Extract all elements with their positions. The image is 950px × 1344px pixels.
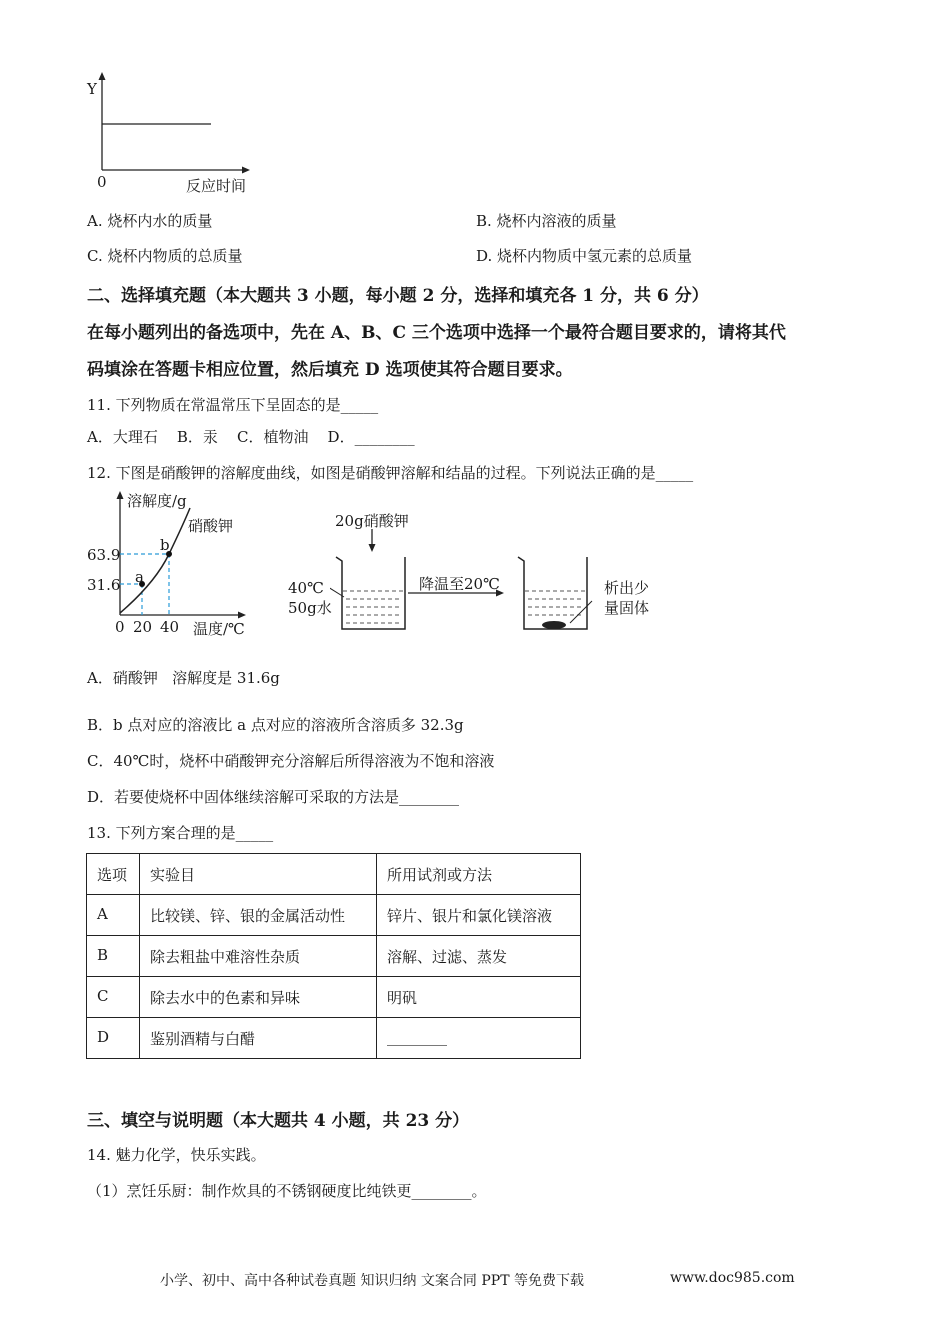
- precipitate-solid: [542, 621, 566, 629]
- beaker-1: [336, 557, 405, 629]
- table-cell: 锌片、银片和氯化镁溶液: [377, 895, 581, 936]
- curve-point-a: a: [135, 568, 144, 586]
- table-row: [87, 1018, 581, 1059]
- q12-option-a: A．硝酸钾 溶解度是 31.6g: [87, 669, 280, 687]
- q12-option-c: C．40℃时，烧杯中硝酸钾充分溶解后所得溶液为不饱和溶液: [87, 752, 495, 770]
- header-option: 选项: [87, 854, 140, 895]
- reaction-time-graph: [80, 70, 280, 195]
- section2-instruction-line1: 在每小题列出的备选项中，先在 A、B、C 三个选项中选择一个最符合题目要求的，请将其代: [87, 323, 786, 343]
- q12-option-b: B．b 点对应的溶液比 a 点对应的溶液所含溶质多 32.3g: [87, 716, 464, 734]
- q14-stem: 14. 魅力化学，快乐实践。: [87, 1146, 266, 1164]
- curve-point-b: b: [160, 536, 170, 554]
- curve-x-tick-40: 40: [160, 618, 180, 636]
- curve-x-origin: 0: [115, 618, 125, 636]
- q13-table: [86, 853, 581, 1059]
- process-result-line2: 量固体: [604, 599, 650, 617]
- curve-x-label: 温度/℃: [193, 620, 245, 638]
- table-cell: 除去水中的色素和异味: [140, 977, 377, 1018]
- table-cell: B: [87, 936, 140, 977]
- curve-series-label: 硝酸钾: [188, 517, 234, 535]
- table-cell: 明矾: [377, 977, 581, 1018]
- curve-y-tick-high: 63.9: [87, 546, 121, 564]
- graph-x-label: 反应时间: [186, 177, 247, 195]
- solubility-curve: [120, 508, 190, 613]
- table-row: [87, 936, 581, 977]
- beaker-2: [518, 557, 587, 629]
- footer-url[interactable]: www.doc985.com: [670, 1270, 795, 1286]
- footer-text: 小学、初中、高中各种试卷真题 知识归纳 文案合同 PPT 等免费下载: [160, 1273, 584, 1289]
- header-method: 所用试剂或方法: [377, 854, 581, 895]
- q12-stem: 12. 下图是硝酸钾的溶解度曲线，如图是硝酸钾溶解和结晶的过程。下列说法正确的是_____: [87, 464, 694, 482]
- q13-stem: 13. 下列方案合理的是_____: [87, 824, 274, 842]
- graph-origin: 0: [97, 173, 107, 191]
- process-result-line1: 析出少: [604, 579, 650, 597]
- graph-y-label: Y: [87, 80, 97, 98]
- table-row: [87, 895, 581, 936]
- table-cell: ________: [377, 1018, 581, 1059]
- process-arrow-label: 降温至20℃: [419, 575, 500, 593]
- table-header-row: [87, 854, 581, 895]
- section2-instruction-line2: 码填涂在答题卡相应位置，然后填充 D 选项使其符合题目要求。: [87, 360, 573, 380]
- curve-x-tick-20: 20: [133, 618, 153, 636]
- q14-part1: （1）烹饪乐厨：制作炊具的不锈钢硬度比纯铁更________。: [87, 1182, 487, 1200]
- process-temp-label: 40℃: [288, 579, 324, 597]
- q12-option-d: D．若要使烧杯中固体继续溶解可采取的方法是________: [87, 788, 460, 806]
- process-add-label: 20g硝酸钾: [335, 512, 409, 530]
- q10-option-a: A. 烧杯内水的质量: [87, 212, 213, 230]
- table-cell: 除去粗盐中难溶性杂质: [140, 936, 377, 977]
- table-cell: 比较镁、锌、银的金属活动性: [140, 895, 377, 936]
- table-row: [87, 977, 581, 1018]
- table-cell: 溶解、过滤、蒸发: [377, 936, 581, 977]
- q10-option-c: C. 烧杯内物质的总质量: [87, 247, 243, 265]
- curve-y-label: 溶解度/g: [127, 492, 187, 510]
- table-cell: C: [87, 977, 140, 1018]
- section2-heading: 二、选择填充题（本大题共 3 小题，每小题 2 分，选择和填充各 1 分，共 6 分）: [87, 286, 709, 306]
- q10-option-b: B. 烧杯内溶液的质量: [476, 212, 617, 230]
- table-cell: 鉴别酒精与白醋: [140, 1018, 377, 1059]
- section3-heading: 三、填空与说明题（本大题共 4 小题，共 23 分）: [87, 1111, 470, 1131]
- q11-stem: 11. 下列物质在常温常压下呈固态的是_____: [87, 396, 379, 414]
- process-water-label: 50g水: [288, 599, 332, 617]
- table-cell: A: [87, 895, 140, 936]
- header-purpose: 实验目: [140, 854, 377, 895]
- table-cell: D: [87, 1018, 140, 1059]
- curve-y-tick-low: 31.6: [87, 576, 121, 594]
- q11-options: A．大理石 B．汞 C．植物油 D．________: [87, 428, 415, 446]
- q10-option-d: D. 烧杯内物质中氢元素的总质量: [476, 247, 693, 265]
